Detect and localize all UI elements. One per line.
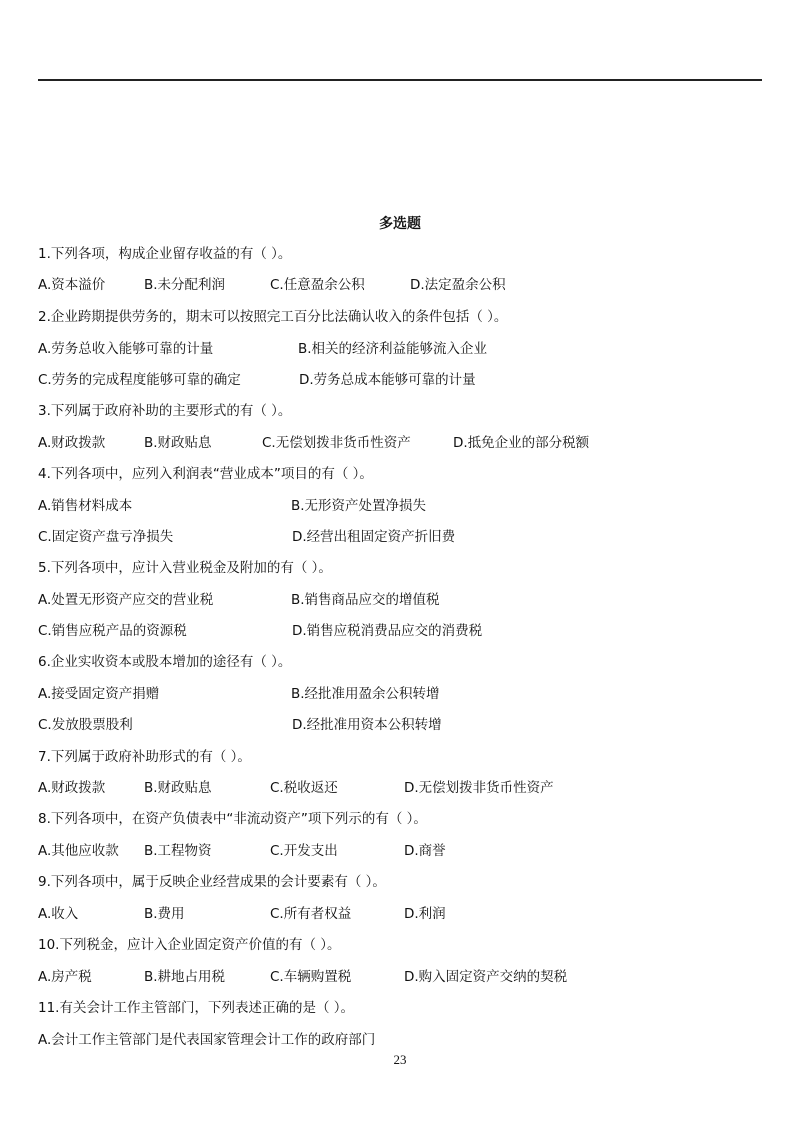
question-11: 11.有关会计工作主管部门，下列表述正确的是（ ）。 [38,1000,355,1016]
q1-option-c: C.任意盈余公积 [270,277,365,293]
q3-option-d: D.抵免企业的部分税额 [453,435,590,451]
q1-option-d: D.法定盈余公积 [410,277,506,293]
q2-option-d: D.劳务总成本能够可靠的计量 [299,372,476,388]
q8-option-b: B.工程物资 [144,843,212,859]
q5-option-c: C.销售应税产品的资源税 [38,623,187,639]
question-1: 1.下列各项，构成企业留存收益的有（ ）。 [38,246,292,262]
q2-option-a: A.劳务总收入能够可靠的计量 [38,341,214,357]
question-10: 10.下列税金，应计入企业固定资产价值的有（ ）。 [38,937,341,953]
q1-option-a: A.资本溢价 [38,277,106,293]
q5-option-d: D.销售应税消费品应交的消费税 [292,623,483,639]
question-3: 3.下列属于政府补助的主要形式的有（ ）。 [38,403,292,419]
q2-option-b: B.相关的经济利益能够流入企业 [298,341,488,357]
q6-option-d: D.经批准用资本公积转增 [292,717,442,733]
section-title: 多选题 [379,216,421,232]
q2-option-c: C.劳务的完成程度能够可靠的确定 [38,372,241,388]
q3-option-b: B.财政贴息 [144,435,212,451]
q4-option-a: A.销售材料成本 [38,498,133,514]
question-8: 8.下列各项中，在资产负债表中“非流动资产”项下列示的有（ ）。 [38,811,427,827]
q4-option-b: B.无形资产处置净损失 [291,498,427,514]
q7-option-d: D.无偿划拨非货币性资产 [404,780,554,796]
q10-option-d: D.购入固定资产交纳的契税 [404,969,568,985]
question-5: 5.下列各项中，应计入营业税金及附加的有（ ）。 [38,560,332,576]
q4-option-c: C.固定资产盘亏净损失 [38,529,174,545]
q11-option-a: A.会计工作主管部门是代表国家管理会计工作的政府部门 [38,1032,376,1048]
q10-option-c: C.车辆购置税 [270,969,352,985]
q10-option-a: A.房产税 [38,969,92,985]
question-9: 9.下列各项中，属于反映企业经营成果的会计要素有（ ）。 [38,874,386,890]
q9-option-c: C.所有者权益 [270,906,352,922]
q9-option-d: D.利润 [404,906,446,922]
q3-option-a: A.财政拨款 [38,435,106,451]
question-6: 6.企业实收资本或股本增加的途径有（ ）。 [38,654,292,670]
question-2: 2.企业跨期提供劳务的，期末可以按照完工百分比法确认收入的条件包括（ ）。 [38,309,508,325]
q7-option-c: C.税收返还 [270,780,338,796]
q9-option-a: A.收入 [38,906,79,922]
q8-option-d: D.商誉 [404,843,446,859]
q9-option-b: B.费用 [144,906,185,922]
q8-option-c: C.开发支出 [270,843,338,859]
q6-option-c: C.发放股票股利 [38,717,133,733]
question-7: 7.下列属于政府补助形式的有（ ）。 [38,749,251,765]
q4-option-d: D.经营出租固定资产折旧费 [292,529,456,545]
page-number: 23 [393,1052,407,1067]
q6-option-b: B.经批准用盈余公积转增 [291,686,440,702]
q6-option-a: A.接受固定资产捐赠 [38,686,160,702]
q7-option-a: A.财政拨款 [38,780,106,796]
q10-option-b: B.耕地占用税 [144,969,226,985]
q8-option-a: A.其他应收款 [38,843,119,859]
q1-option-b: B.未分配利润 [144,277,226,293]
q3-option-c: C.无偿划拨非货币性资产 [262,435,411,451]
header-rule [38,79,762,81]
q5-option-a: A.处置无形资产应交的营业税 [38,592,214,608]
q5-option-b: B.销售商品应交的增值税 [291,592,440,608]
q7-option-b: B.财政贴息 [144,780,212,796]
question-4: 4.下列各项中，应列入利润表“营业成本”项目的有（ ）。 [38,466,373,482]
